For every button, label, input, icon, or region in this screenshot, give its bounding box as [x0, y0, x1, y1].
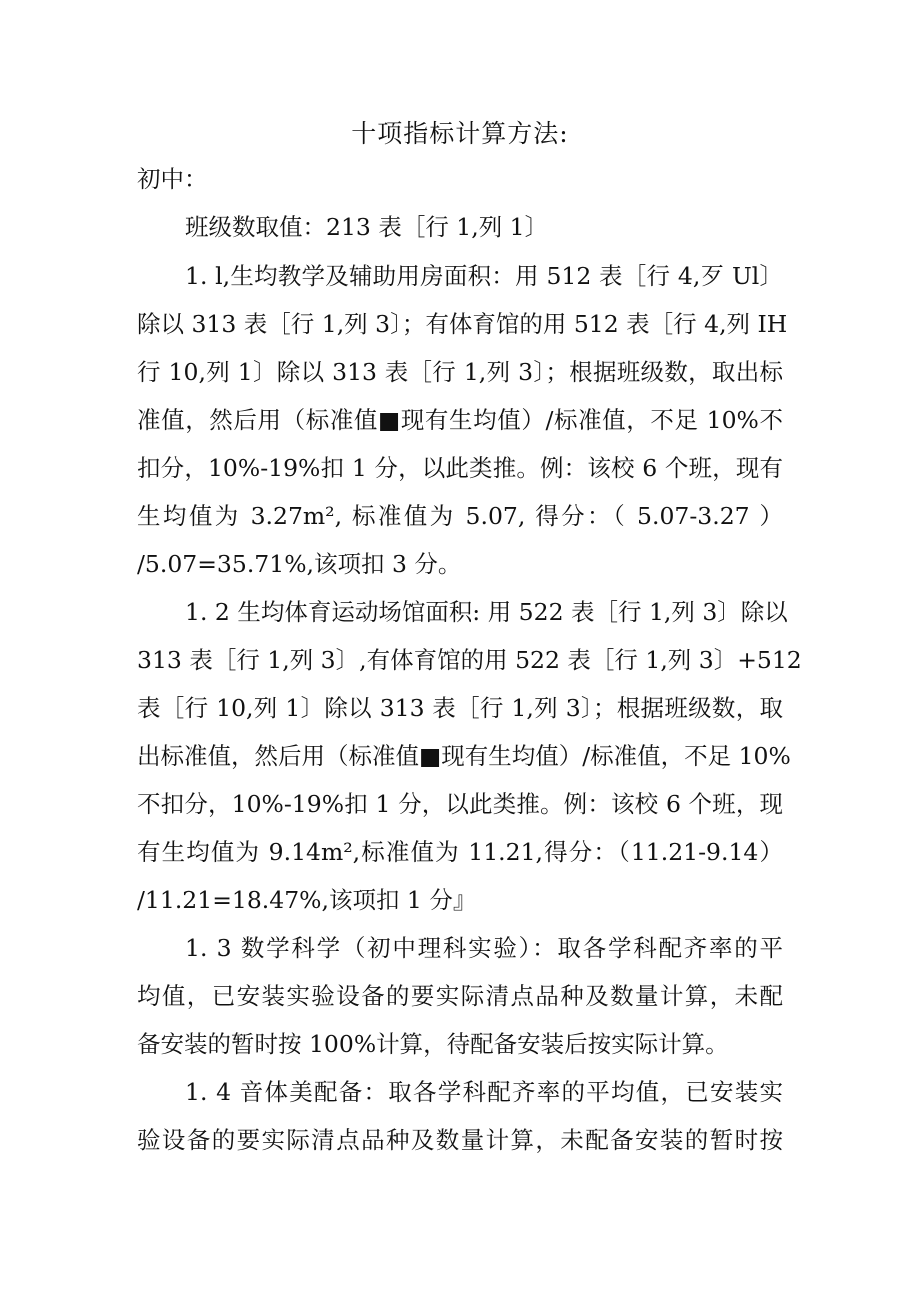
- text-line: 行 10,列 1〕除以 313 表［行 1,列 3〕；根据班级数，取出标: [137, 358, 783, 386]
- text-line: 扣分，10%-19%扣 1 分，以此类推。例：该校 6 个班，现有: [137, 454, 783, 482]
- text-line: /11.21=18.47%,该项扣 1 分』: [137, 886, 477, 914]
- section-heading: 初中：: [137, 165, 208, 193]
- text-line: 表［行 10,列 1〕除以 313 表［行 1,列 3〕；根据班级数，取: [137, 694, 783, 722]
- text-line: 准值，然后用（标准值■现有生均值）/标准值，不足 10%不: [137, 406, 783, 434]
- text-line: 生均值为 3.27m², 标准值为 5.07, 得分：（ 5.07-3.27 ）: [137, 502, 783, 530]
- text-line: /5.07=35.71%,该项扣 3 分。: [137, 550, 462, 578]
- text-line: 验设备的要实际清点品种及数量计算，未配备安装的暂时按: [137, 1126, 783, 1154]
- text-line: 1. l,生均教学及辅助用房面积：用 512 表［行 4,歹 Ul〕: [185, 262, 783, 290]
- document-title: 十项指标计算方法:: [351, 119, 569, 148]
- text-line: 均值，已安装实验设备的要实际清点品种及数量计算，未配: [137, 982, 783, 1010]
- text-line: 备安装的暂时按 100%计算，待配备安装后按实际计算。: [137, 1030, 729, 1058]
- text-line: 有生均值为 9.14m²,标准值为 11.21,得分：（11.21-9.14）: [137, 838, 783, 866]
- text-line: 除以 313 表［行 1,列 3〕；有体育馆的用 512 表［行 4,列 IH: [137, 310, 788, 338]
- text-line: 1. 2 生均体育运动场馆面积: 用 522 表［行 1,列 3〕除以: [185, 598, 788, 626]
- text-line: 出标准值，然后用（标准值■现有生均值）/标准值，不足 10%: [137, 742, 791, 770]
- text-line: 1. 4 音体美配备：取各学科配齐率的平均值，已安装实: [185, 1078, 783, 1106]
- text-line: 不扣分，10%-19%扣 1 分，以此类推。例：该校 6 个班，现: [137, 790, 783, 818]
- text-line: 313 表［行 1,列 3〕,有体育馆的用 522 表［行 1,列 3〕+512: [137, 646, 802, 674]
- text-line: 班级数取值：213 表［行 1,列 1〕: [185, 213, 549, 241]
- text-line: 1. 3 数学科学（初中理科实验）：取各学科配齐率的平: [185, 934, 783, 962]
